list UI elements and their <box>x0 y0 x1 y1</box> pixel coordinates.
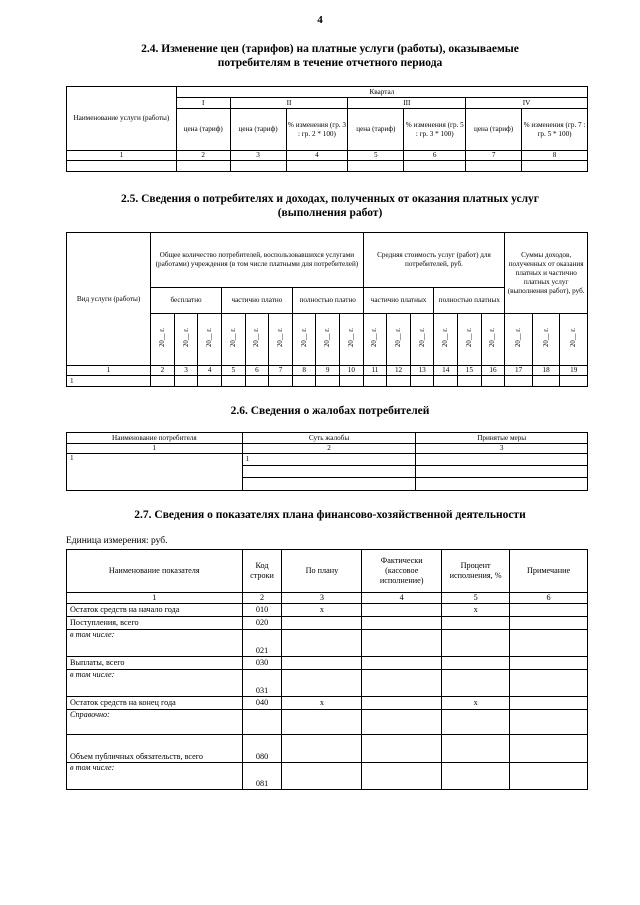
row-plan <box>282 763 362 790</box>
num: 3 <box>282 593 362 604</box>
row-plan <box>282 670 362 697</box>
year-cell <box>458 314 482 366</box>
year-cell <box>387 314 411 366</box>
row-percent <box>442 763 510 790</box>
quarter-3: III <box>348 98 466 109</box>
row-fact <box>362 710 442 735</box>
empty-cell <box>522 161 588 172</box>
empty-cell <box>532 376 560 387</box>
row-note <box>510 697 588 710</box>
table-row <box>67 604 588 617</box>
section-2-5-title <box>60 192 600 220</box>
price-q4: цена (тариф) <box>466 109 522 151</box>
row-code: 040 <box>242 697 282 710</box>
col-plan: По плану <box>282 550 362 593</box>
num: 4 <box>286 151 348 161</box>
year-cell <box>410 314 434 366</box>
year-label: 20__ г. <box>182 328 190 348</box>
empty-cell <box>560 376 588 387</box>
title-line-1: 2.5. Сведения о потребителях и доходах, полученных от оказания платных услуг <box>120 193 539 205</box>
num: 7 <box>269 366 293 376</box>
row-code: 020 <box>242 617 282 630</box>
free: бесплатно <box>151 288 222 314</box>
empty-cell <box>481 376 505 387</box>
complaints-table <box>66 432 588 491</box>
year-cell <box>174 314 198 366</box>
empty-cell <box>416 454 588 466</box>
row-plan <box>282 735 362 763</box>
empty-cell <box>410 376 434 387</box>
year-label: 20__ г. <box>395 328 403 348</box>
price-change-table <box>66 86 588 172</box>
table-row <box>67 697 588 710</box>
row-note <box>510 630 588 657</box>
full-paid: полностью платных <box>434 288 505 314</box>
empty-cell <box>292 376 316 387</box>
year-label: 20__ г. <box>542 328 550 348</box>
num: 5 <box>221 366 245 376</box>
num: 12 <box>387 366 411 376</box>
pct-q4: % изменения (гр. 7 : гр. 5 * 100) <box>522 109 588 151</box>
row-name: Остаток средств на конец года <box>67 697 243 710</box>
quarter-4: IV <box>466 98 588 109</box>
year-label: 20__ г. <box>418 328 426 348</box>
num: 3 <box>416 444 588 454</box>
year-label: 20__ г. <box>277 328 284 348</box>
partial-paid: частично платных <box>363 288 434 314</box>
row-name: Поступления, всего <box>67 617 243 630</box>
year-label: 20__ г. <box>300 328 308 348</box>
empty-cell <box>151 376 175 387</box>
num: 19 <box>560 366 588 376</box>
num: 4 <box>362 593 442 604</box>
row-plan <box>282 617 362 630</box>
row-percent <box>442 735 510 763</box>
row-code: 030 <box>242 657 282 670</box>
row-fact <box>362 697 442 710</box>
num: 8 <box>522 151 588 161</box>
empty-cell <box>176 161 230 172</box>
complaint-row-text: 1 <box>242 454 416 466</box>
year-cell <box>245 314 269 366</box>
year-label: 20__ г. <box>465 328 473 348</box>
year-cell <box>340 314 364 366</box>
row-note <box>510 657 588 670</box>
empty-cell <box>466 161 522 172</box>
num: 9 <box>316 366 340 376</box>
price-q1: цена (тариф) <box>176 109 230 151</box>
col-consumers: Общее количество потребителей, воспользовавшихся услугами (работами) учреждения (в том числе платными для потребителей) <box>151 233 363 288</box>
table-row <box>67 710 588 735</box>
table-row <box>67 670 588 697</box>
empty-cell <box>416 478 588 491</box>
empty-cell <box>404 161 466 172</box>
year-label: 20__ г. <box>442 328 450 348</box>
row-code: 081 <box>242 763 282 790</box>
year-label: 20__ г. <box>570 328 578 348</box>
num: 2 <box>151 366 175 376</box>
row-percent <box>442 657 510 670</box>
col-service: Наименование услуги (работы) <box>67 87 177 151</box>
year-label: 20__ г. <box>515 328 523 348</box>
price-q2: цена (тариф) <box>230 109 286 151</box>
row-percent <box>442 630 510 657</box>
col-complaint: Суть жалобы <box>242 433 416 444</box>
row-note <box>510 763 588 790</box>
row-fact <box>362 735 442 763</box>
empty-cell <box>363 376 387 387</box>
empty-cell <box>269 376 293 387</box>
row-plan: x <box>282 697 362 710</box>
empty-cell <box>387 376 411 387</box>
row-fact <box>362 670 442 697</box>
row-percent <box>442 670 510 697</box>
col-percent: Процент исполнения, % <box>442 550 510 593</box>
year-cell <box>505 314 533 366</box>
col-code: Код строки <box>242 550 282 593</box>
row-percent <box>442 710 510 735</box>
full: полностью платно <box>292 288 363 314</box>
table-row <box>67 735 588 763</box>
num: 2 <box>242 444 416 454</box>
empty-cell <box>416 466 588 478</box>
year-label: 20__ г. <box>347 328 355 348</box>
empty-cell <box>242 466 416 478</box>
col-quarter: Квартал <box>176 87 587 98</box>
year-cell <box>560 314 588 366</box>
section-2-6-title: 2.6. Сведения о жалобах потребителей <box>230 405 430 417</box>
empty-cell <box>67 161 177 172</box>
year-label: 20__ г. <box>489 328 497 348</box>
empty-cell <box>458 376 482 387</box>
num: 1 <box>67 444 243 454</box>
financial-plan-table <box>66 549 588 790</box>
row-name: в том числе: <box>67 670 243 697</box>
num: 15 <box>458 366 482 376</box>
row-percent: x <box>442 604 510 617</box>
row-note <box>510 735 588 763</box>
num: 3 <box>174 366 198 376</box>
num: 18 <box>532 366 560 376</box>
col-indicator: Наименование показателя <box>67 550 243 593</box>
row-plan <box>282 630 362 657</box>
year-cell <box>532 314 560 366</box>
row-code: 080 <box>242 735 282 763</box>
year-cell <box>363 314 387 366</box>
year-cell <box>434 314 458 366</box>
num: 2 <box>176 151 230 161</box>
num: 6 <box>510 593 588 604</box>
col-consumer-name: Наименование потребителя <box>67 433 243 444</box>
row-name: Справочно: <box>67 710 243 735</box>
row-1-service: 1 <box>67 376 151 387</box>
empty-cell <box>245 376 269 387</box>
row-name: Выплаты, всего <box>67 657 243 670</box>
num: 8 <box>292 366 316 376</box>
consumers-income-table <box>66 232 588 387</box>
num: 3 <box>230 151 286 161</box>
num: 2 <box>242 593 282 604</box>
year-cell <box>151 314 175 366</box>
row-plan <box>282 710 362 735</box>
table-row <box>67 617 588 630</box>
complaint-row-consumer: 1 <box>67 454 243 491</box>
pct-q2: % изменения (гр. 3 : гр. 2 * 100) <box>286 109 348 151</box>
empty-cell <box>316 376 340 387</box>
table-row <box>67 763 588 790</box>
title-line-2: потребителям в течение отчетного периода <box>217 57 443 69</box>
year-cell <box>316 314 340 366</box>
col-note: Примечание <box>510 550 588 593</box>
partial: частично платно <box>221 288 292 314</box>
title-line-2: (выполнения работ) <box>277 207 383 219</box>
year-label: 20__ г. <box>371 328 379 348</box>
empty-cell <box>434 376 458 387</box>
year-cell <box>198 314 222 366</box>
empty-cell <box>348 161 404 172</box>
row-code: 010 <box>242 604 282 617</box>
row-plan: x <box>282 604 362 617</box>
row-percent <box>442 617 510 630</box>
row-note <box>510 617 588 630</box>
num: 16 <box>481 366 505 376</box>
num: 1 <box>67 151 177 161</box>
num: 4 <box>198 366 222 376</box>
empty-cell <box>221 376 245 387</box>
row-code: 031 <box>242 670 282 697</box>
empty-cell <box>340 376 364 387</box>
year-cell <box>269 314 293 366</box>
row-fact <box>362 604 442 617</box>
row-name: Остаток средств на начало года <box>67 604 243 617</box>
year-cell <box>292 314 316 366</box>
title-line-1: 2.4. Изменение цен (тарифов) на платные услуги (работы), оказываемые <box>141 43 519 55</box>
unit-label: Единица измерения: руб. <box>66 536 168 546</box>
table-row <box>67 657 588 670</box>
year-label: 20__ г. <box>253 328 261 348</box>
year-label: 20__ г. <box>158 328 166 348</box>
col-avg-cost: Средняя стоимость услуг (работ) для потребителей, руб. <box>363 233 505 288</box>
row-fact <box>362 630 442 657</box>
empty-cell <box>174 376 198 387</box>
quarter-2: II <box>230 98 348 109</box>
empty-cell <box>505 376 533 387</box>
empty-cell <box>286 161 348 172</box>
num: 5 <box>442 593 510 604</box>
year-cell <box>481 314 505 366</box>
row-fact <box>362 617 442 630</box>
num: 14 <box>434 366 458 376</box>
row-name: в том числе: <box>67 630 243 657</box>
year-label: 20__ г. <box>206 328 214 348</box>
num: 10 <box>340 366 364 376</box>
col-fact: Фактически (кассовое исполнение) <box>362 550 442 593</box>
empty-cell <box>230 161 286 172</box>
year-cell <box>221 314 245 366</box>
num: 1 <box>67 593 243 604</box>
row-code <box>242 710 282 735</box>
row-fact <box>362 657 442 670</box>
row-fact <box>362 763 442 790</box>
col-income: Суммы доходов, полученных от оказания платных и частично платных услуг (выполнения работ), руб. <box>505 233 588 314</box>
empty-cell <box>242 478 416 491</box>
col-measures: Принятые меры <box>416 433 588 444</box>
num: 1 <box>67 366 151 376</box>
table-row <box>67 630 588 657</box>
row-name: Объем публичных обязательств, всего <box>67 735 243 763</box>
num: 13 <box>410 366 434 376</box>
col-service-type: Вид услуги (работы) <box>67 233 151 366</box>
row-note <box>510 670 588 697</box>
num: 17 <box>505 366 533 376</box>
row-plan <box>282 657 362 670</box>
year-label: 20__ г. <box>229 328 237 348</box>
row-note <box>510 710 588 735</box>
empty-cell <box>198 376 222 387</box>
pct-q3: % изменения (гр. 5 : гр. 3 * 100) <box>404 109 466 151</box>
page-number: 4 <box>317 14 323 26</box>
num: 7 <box>466 151 522 161</box>
num: 6 <box>404 151 466 161</box>
row-note <box>510 604 588 617</box>
row-code: 021 <box>242 630 282 657</box>
num: 5 <box>348 151 404 161</box>
num: 6 <box>245 366 269 376</box>
section-2-4-title <box>60 42 600 70</box>
year-label: 20__ г. <box>324 328 332 348</box>
section-2-7-title: 2.7. Сведения о показателях плана финансово-хозяйственной деятельности <box>134 509 526 521</box>
row-percent: x <box>442 697 510 710</box>
num: 11 <box>363 366 387 376</box>
quarter-1: I <box>176 98 230 109</box>
price-q3: цена (тариф) <box>348 109 404 151</box>
row-name: в том числе: <box>67 763 243 790</box>
